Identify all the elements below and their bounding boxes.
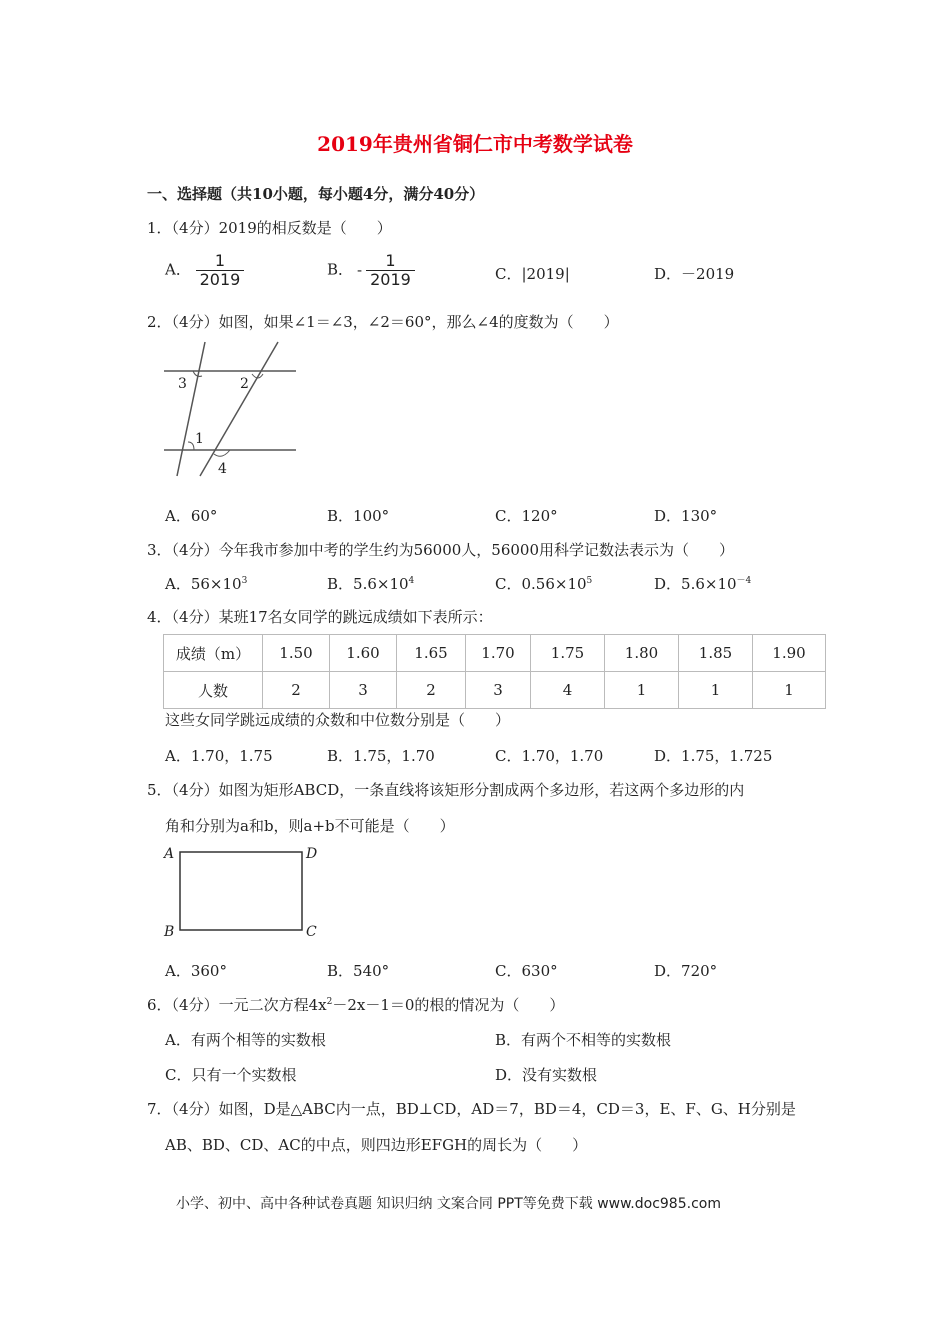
q4-score-table <box>163 634 826 709</box>
q2-option-c: C．120° <box>495 507 558 525</box>
q6-option-b: B．有两个不相等的实数根 <box>495 1031 672 1049</box>
table-cell: 1.50 <box>263 635 330 672</box>
q7-stem-line1: 7．（4分）如图，D是△ABC内一点，BD⊥CD，AD＝7，BD＝4，CD＝3，E、F、G、H分别是 <box>147 1100 796 1118</box>
q6-stem: 6．（4分）一元二次方程$4x^2-2x-1=0$的根的情况为（ ） <box>147 996 565 1014</box>
table-row <box>164 672 826 709</box>
q6-option-c: C．只有一个实数根 <box>165 1066 297 1084</box>
table-cell: 1.60 <box>330 635 397 672</box>
q2-transversal-left <box>177 342 205 476</box>
table-cell: 1 <box>753 672 826 709</box>
q2-stem: 2．（4分）如图，如果∠1＝∠3，∠2＝60°，那么∠4的度数为（ ） <box>147 313 619 331</box>
q2-transversal-right <box>200 342 278 476</box>
page-title: 2019年贵州省铜仁市中考数学试卷 <box>317 132 633 156</box>
q5-option-b: B．540° <box>327 962 390 980</box>
table-cell: 3 <box>466 672 531 709</box>
q6-option-d: D．没有实数根 <box>495 1066 598 1084</box>
q1-option-a: A． $\frac{1}{2019}$ <box>165 252 244 289</box>
q1-b-fraction: $\frac{1}{2019}$ <box>366 252 415 289</box>
q7-stem-line2: AB、BD、CD、AC的中点，则四边形EFGH的周长为（ ） <box>165 1136 588 1154</box>
table-cell: 1.80 <box>605 635 679 672</box>
q5-option-c: C．630° <box>495 962 558 980</box>
q5-label-d: D <box>306 846 318 862</box>
table-cell: 1 <box>679 672 753 709</box>
q2-arc-4 <box>214 450 230 456</box>
q5-stem-line2: 角和分别为a和b，则a+b不可能是（ ） <box>165 817 455 835</box>
q2-option-b: B．100° <box>327 507 390 525</box>
q1-option-c: C．|2019| <box>495 265 570 283</box>
table-cell: 1.70 <box>466 635 531 672</box>
q1-a-fraction: $\frac{1}{2019}$ <box>196 252 245 289</box>
q2-option-d: D．130° <box>654 507 718 525</box>
table-cell: 2 <box>397 672 466 709</box>
q4-question: 这些女同学跳远成绩的众数和中位数分别是（ ） <box>165 711 511 729</box>
table-cell: 4 <box>531 672 605 709</box>
q4-option-c: C．1.70，1.70 <box>495 747 604 765</box>
q2-label-2: 2 <box>240 376 249 392</box>
q3-option-b: B．$5.6\times 10^4$ <box>327 575 415 593</box>
q2-arc-1 <box>188 442 194 450</box>
q3-stem: 3．（4分）今年我市参加中考的学生约为56000人，56000用科学记数法表示为（ ） <box>147 541 735 559</box>
q3-option-c: C．$0.56\times 10^5$ <box>495 575 593 593</box>
table-cell: 1.90 <box>753 635 826 672</box>
q5-label-a: A <box>164 846 175 862</box>
q4-stem: 4．（4分）某班17名女同学的跳远成绩如下表所示： <box>147 608 493 626</box>
q1-option-b: B． - $\frac{1}{2019}$ <box>327 252 415 289</box>
section-heading: 一、选择题（共10小题，每小题4分，满分40分） <box>147 185 485 203</box>
q5-rectangle-figure <box>160 842 325 942</box>
q2-figure <box>160 338 300 480</box>
page-footer: 小学、初中、高中各种试卷真题 知识归纳 文案合同 PPT等免费下载 www.doc985.com <box>176 1196 721 1212</box>
q5-rectangle <box>180 852 302 930</box>
q2-option-a: A．60° <box>165 507 218 525</box>
table-cell: 1 <box>605 672 679 709</box>
q2-label-3: 3 <box>178 376 187 392</box>
q4-option-b: B．1.75，1.70 <box>327 747 435 765</box>
q5-option-a: A．360° <box>165 962 227 980</box>
table-cell: 2 <box>263 672 330 709</box>
q3-option-d: D．$5.6\times 10^{-4}$ <box>654 575 752 593</box>
table-cell: 1.65 <box>397 635 466 672</box>
table-cell: 1.85 <box>679 635 753 672</box>
q5-option-d: D．720° <box>654 962 718 980</box>
table-cell: 1.75 <box>531 635 605 672</box>
q2-label-1: 1 <box>195 431 204 447</box>
q5-label-b: B <box>164 924 175 940</box>
table-header-cell: 人数 <box>164 672 263 709</box>
table-header-cell: 成绩（m） <box>164 635 263 672</box>
q4-option-a: A．1.70，1.75 <box>165 747 273 765</box>
q2-arc-3 <box>193 371 202 376</box>
q1-stem: 1．（4分）2019的相反数是（ ） <box>147 219 392 237</box>
q4-option-d: D．1.75，1.725 <box>654 747 773 765</box>
q3-option-a: A．$56\times 10^3$ <box>165 575 248 593</box>
table-row <box>164 635 826 672</box>
table-cell: 3 <box>330 672 397 709</box>
q5-label-c: C <box>306 924 317 940</box>
q6-option-a: A．有两个相等的实数根 <box>165 1031 326 1049</box>
q2-label-4: 4 <box>218 461 227 477</box>
q5-stem-line1: 5．（4分）如图为矩形ABCD，一条直线将该矩形分割成两个多边形，若这两个多边形的内 <box>147 781 745 799</box>
q1-option-d: D．－2019 <box>654 265 735 283</box>
